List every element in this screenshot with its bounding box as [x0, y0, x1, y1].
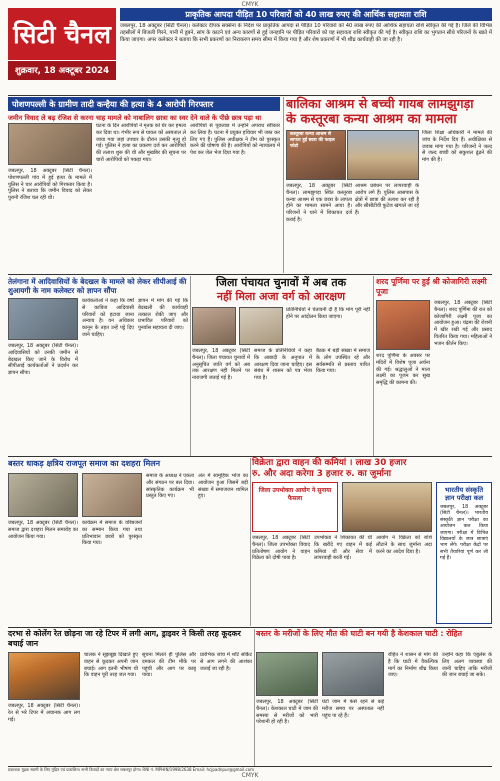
story5-column: शरद पूर्णिमा के अवसर पर मंदिरों में विशेष पूजा अर्चना की गई। श्रद्धालुओं ने माता लक्ष्मी का पूजन कर सुख समृद्धि की कामना की।: [376, 353, 430, 387]
story8-fire-photo: [8, 652, 80, 700]
story4-column: प्रतिनिधियों ने चेतावनी दी है कि मांग पूरी नहीं होने पर आंदोलन किया जाएगा।: [286, 307, 370, 320]
story9-photo-2: [322, 652, 384, 696]
story2-column: आश्रम प्रबंधन पर लापरवाही के आरोप लगे हैं। पुलिस आसपास के क्षेत्रों में छात्रा की तलाश कर रही है और सीसीटीवी फुटेज खंगाले जा रहे हैं।: [355, 183, 419, 217]
column-divider: [250, 458, 251, 626]
story9-photo: [256, 652, 318, 696]
story1-headline: पोशणपल्ली के ग्रामीण तादी कन्हैया की हत्या के 4 आरोपी गिरफ्तार: [8, 97, 280, 111]
column-divider: [373, 276, 374, 456]
story3-photo: [8, 298, 78, 340]
story6-headline: बस्तर धाकड़ क्षत्रिय राजपूत समाज का दशहरा मिलन: [8, 459, 161, 468]
imprint-footer: प्रकाशक मुद्रक स्वामी के लिए मुद्रित एवं प्रकाशित। सभी विवादों का न्याय क्षेत्र जबलपुर होगा। RNI नं. MPHIN/1998/2638 Email: hcjpadnpur@gmail.com: [8, 766, 492, 772]
masthead-logo: [8, 8, 116, 80]
story6-photo: [8, 473, 78, 517]
story9-column: जबलपुर, 18 अक्टूबर (सिटी चैनल)। केशकाल घाटी में जाम की समस्या से मरीजों को भारी परेशानी हो रही है।: [256, 699, 318, 726]
story2-headline-line2: के कस्तूरबा कन्या आश्रम का मामला: [286, 112, 457, 127]
column-divider: [283, 97, 284, 273]
story1-photo: [8, 123, 92, 165]
sidebar-body: जबलपुर, 18 अक्टूबर (सिटी चैनल)। भारतीय संस्कृति ज्ञान परीक्षा का आयोजन कल किया जाएगा। परीक्षा में विभिन्न विद्यालयों के छात्र छात्राएं भाग लेंगे। परीक्षा केंद्रों पर सभी तैयारियां पूर्ण कर ली गई हैं।: [440, 505, 488, 562]
top-story-body: जबलपुर, 18 अक्टूबर (सिटी चैनल)। कलेक्टर दीपक सक्सेना के निर्देश पर प्राकृतिक आपदा से पीड़ित 10 परिवारों को 40 लाख रुपए की आर्थिक सहायता राशि स्वीकृत की गई है। जिले की विभिन्न तहसीलों में बिजली गिरने, पानी में डूबने, सांप के काटने एवं अन्य कारणों से हुई जनहानि पर पीड़ित परिवारों को यह सहायता राशि स्वीकृत की गई है। स्वीकृत राशि का भुगतान सीधे परिजनों के खाते में किया जाएगा। अपर कलेक्टर ने बताया कि सभी प्रकरणों का निराकरण समय सीमा में किया गया है और शेष प्रकरणों में भी शीघ्र कार्यवाही की जा रही है।: [120, 23, 492, 44]
story4-office-photo: [239, 307, 283, 345]
top-story-headline: प्राकृतिक आपदा पीड़ित 10 परिवारों को 40 लाख रुपए की आर्थिक सहायता राशि: [120, 8, 492, 21]
story7-highlight-box: [252, 482, 338, 532]
story4-headline: जिला पंचायत चुनावों में अब तक: [215, 276, 347, 289]
story5-headline: शरद पूर्णिमा पर हुई श्री कोजागिरी लक्ष्मी पूजा: [376, 277, 487, 296]
story1-subhead: जमीन विवाद ले बढ़ रंजिश से करना चाह मामले को नाबालिग छात्रा का स्वर देने वाले के पीछे छात्र पड़ा था: [8, 114, 262, 122]
story9-headline: बस्तर के मरीजों के लिए मौत की घाटी बन गयी है केशकाल घाटी : रोहित: [256, 629, 463, 638]
story6-column: समाज के अध्यक्ष ने एकता और संगठन पर बल दिया। सांस्कृतिक कार्यक्रम भी प्रस्तुत किए गए।: [146, 473, 194, 500]
story1-column: आरोपियों से पूछताछ में उन्होंने अपराध स्वीकार कर लिया है। घटना में प्रयुक्त हथियार भी जब्त कर लिए गए हैं। पुलिस अधीक्षक ने टीम को पुरस्कृत करने की घोषणा की है। आरोपियों को न्यायालय में पेश कर जेल भेज दिया गया है।: [190, 123, 280, 157]
column-divider: [254, 629, 255, 766]
story7-photo: [342, 482, 432, 532]
story2-column: जिला शिक्षा अधिकारी ने मामले की जांच के निर्देश दिए हैं। अधीक्षिका से जवाब मांगा गया है। परिजनों ने जल्द से जल्द बच्ची को सकुशल ढूंढने की मांग की है।: [422, 130, 492, 164]
story3-headline: तेलंगाना में आदिवासियों के बेदखल के मामले को लेकर सीपीआई की शुआयगी के नाम कलेक्टर को ज्ञापन सौंपा: [8, 277, 187, 295]
story8-column: चालक ने सूझबूझ दिखाते हुए वाहन से कूदकर अपनी जान बचाई। आग इतनी भीषण थी कि वाहन पूरी तरह जल गया।: [84, 652, 138, 679]
sidebar-title: भारतीय संस्कृति ज्ञान परीक्षा कल: [444, 486, 484, 502]
story8-headline: दरभा से कोलेंग रेत छोड़ना जा रहे टिपर में लगी आग, ड्राइवर ने किसी तरह कूदकर बचाई जान: [8, 629, 241, 648]
story4-column: समाज के प्रतिनिधियों ने कहा कि आबादी के अनुपात में आरक्षण दिया जाना चाहिए। इस संबंध में शासन को पत्र भेजा गया है।: [254, 348, 312, 382]
story8-column: जबलपुर, 18 अक्टूबर (सिटी चैनल)। रेत से भरे टिपर में अचानक आग लग गई।: [8, 703, 80, 723]
story5-column: जबलपुर, 18 अक्टूबर (सिटी चैनल)। शरद पूर्णिमा की रात को कोजागिरी लक्ष्मी पूजा का आयोजन हुआ। चंद्रमा की रोशनी में खीर रखी गई और प्रसाद वितरित किया गया। महिलाओं ने भजन कीर्तन किए।: [434, 300, 492, 347]
story2-column: जबलपुर, 18 अक्टूबर (सिटी चैनल)। लामझुगड़ा स्थित कस्तूरबा कन्या आश्रम से एक छात्रा के लापता होने का मामला सामने आया है। परिजनों ने थाने में शिकायत दर्ज कराई है।: [286, 183, 352, 223]
story8-column: प्रारंभिक जांच में शॉर्ट सर्किट से आग लगने की आशंका जताई जा रही है।: [200, 652, 252, 672]
sidebar-box: [436, 482, 492, 624]
story5-photo: [376, 300, 430, 350]
story2-photo-caption: कस्तूरबा कन्या आश्रम से लापता हुई छात्रा की फाइल फोटो: [290, 132, 335, 149]
story8-column: सूचना मिलते ही पुलिस और दमकल की टीम मौके पर पहुंची और आग पर काबू पाया।: [142, 652, 196, 679]
divider: [8, 274, 492, 275]
story2-building-photo: [347, 130, 419, 180]
story7-headline: विक्रेता द्वारा वाहन की कमियां । लाख 30 हजार: [252, 458, 407, 468]
story4-column: जबलपुर, 18 अक्टूबर (सिटी चैनल)। जिला पंचायत चुनावों में अनुसूचित जाति वर्ग को अब तक आरक्षण नहीं मिलने पर नाराजगी जताई गई है।: [192, 348, 250, 382]
masthead: [8, 8, 492, 94]
story9-column: उन्होंने कहा कि एंबुलेंस के लिए अलग व्यवस्था की जानी चाहिए ताकि मरीजों की जान बचाई जा सके।: [442, 652, 492, 679]
story6-column: कार्यक्रम में समाज के वरिष्ठजनों का सम्मान किया गया तथा प्रतिभावान छात्रों को पुरस्कृत किया गया।: [82, 520, 142, 547]
story3-column: ज्ञापन में मांग की गई कि बेदखली की कार्यवाही तत्काल रोकी जाए और प्रभावित परिवारों को पुनर्वास सहायता दी जाए।: [138, 298, 188, 332]
cmyk-marker-bottom: CMYK: [241, 772, 259, 779]
story1-column: जबलपुर, 18 अक्टूबर (सिटी चैनल)। पोशणपल्ली गांव में हुई हत्या के मामले में पुलिस ने चार आरोपियों को गिरफ्तार किया है। पुलिस ने बताया कि जमीन विवाद को लेकर पुरानी रंजिश चल रही थी।: [8, 168, 92, 202]
story6-column: जबलपुर, 18 अक्टूबर (सिटी चैनल)। समाज द्वारा दशहरा मिलन समारोह का आयोजन किया गया।: [8, 520, 78, 540]
story7-highlight-text: जिला उपभोक्ता आयोग ने सुनाया फैसला: [258, 487, 332, 502]
divider: [8, 627, 492, 628]
story6-column: अंत में सामूहिक भोज का आयोजन हुआ जिसमें बड़ी संख्या में समाजजन शामिल हुए।: [198, 473, 248, 500]
issue-date: शुक्रवार, 18 अक्टूबर 2024: [8, 60, 116, 80]
story6-photo-2: [82, 473, 142, 517]
story4-headline-line2: नहीं मिला अजा वर्ग को आरक्षण: [216, 290, 346, 303]
column-divider: [190, 276, 191, 456]
story3-column: जबलपुर, 18 अक्टूबर (सिटी चैनल)। आदिवासियों को उनकी जमीन से बेदखल किए जाने के विरोध में सीपीआई कार्यकर्ताओं ने प्रदर्शन कर ज्ञापन सौंपा।: [8, 343, 78, 377]
newspaper-title: सिटी चैनल: [13, 20, 111, 49]
story1-column: घटना के दिन आरोपियों ने मृतक को घेर कर हमला कर दिया था। गंभीर रूप से घायल को अस्पताल ले जाया गया जहां उपचार के दौरान उसकी मृत्यु हो गई। पुलिस ने हत्या का प्रकरण दर्ज कर आरोपियों की तलाश शुरू की थी और मुखबिर की सूचना पर चारों आरोपियों को पकड़ा गया।: [96, 123, 186, 163]
story7-column: जबलपुर, 18 अक्टूबर (सिटी चैनल)। जिला उपभोक्ता विवाद प्रतितोषण आयोग ने वाहन विक्रेता को दोषी पाया है।: [252, 535, 310, 562]
story7-headline-line2: रु. और अदा करेगा 3 हजार रु. का जुर्माना: [252, 469, 392, 479]
story9-column: रोहित ने शासन से मांग की है कि घाटी में वैकल्पिक मार्ग का निर्माण शीघ्र किया जाए।: [388, 652, 438, 679]
story4-column: बैठक में बड़ी संख्या में समाज के लोग उपस्थित रहे और सर्वसम्मति से प्रस्ताव पारित किया गया।: [316, 348, 370, 375]
story7-column: आयोग ने विक्रेता को राशि लौटाने के साथ जुर्माना अदा करने का आदेश दिया है।: [376, 535, 432, 555]
divider: [8, 456, 492, 457]
story7-column: उपभोक्ता ने शिकायत की थी कि खरीदे गए वाहन में कई कमियां थीं और सेवा में लापरवाही बरती गई।: [314, 535, 372, 562]
story4-portrait-photo: [192, 307, 236, 345]
cmyk-marker-top: CMYK: [241, 1, 259, 8]
story9-column: घंटों जाम में फंसे रहने से कई मरीज समय पर अस्पताल नहीं पहुंच पा रहे हैं।: [322, 699, 384, 719]
story3-column: कार्यकर्ताओं ने कहा कि वर्षों से काबिज आदिवासी परिवारों को हटाया जाना अन्याय है। वन अधिकार कानून के तहत उन्हें पट्टे दिए जाने चाहिए।: [82, 298, 134, 338]
story2-headline: बालिका आश्रम से बच्ची गायब लामझुगड़ा: [286, 96, 474, 111]
